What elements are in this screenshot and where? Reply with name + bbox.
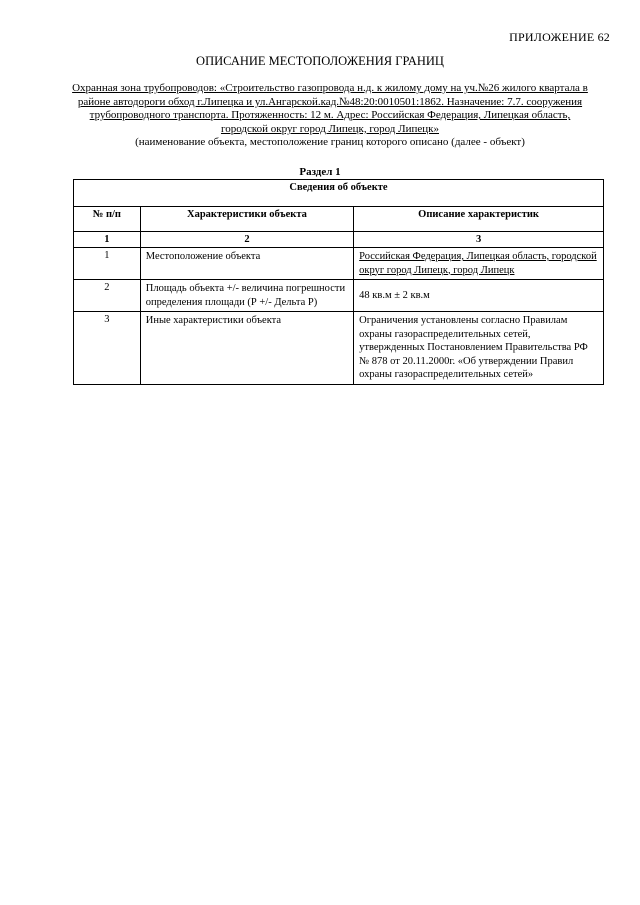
- column-number: 1: [74, 232, 141, 248]
- appendix-number: ПРИЛОЖЕНИЕ 62: [509, 30, 610, 44]
- table-row: [74, 312, 604, 385]
- table-header-row: [74, 207, 604, 232]
- row-characteristic: Местоположение объекта: [140, 248, 353, 280]
- column-header-characteristic: Характеристики объекта: [140, 207, 353, 232]
- column-header-num: № п/п: [74, 207, 141, 232]
- table-row: [74, 248, 604, 280]
- table-caption-row: [74, 180, 604, 207]
- row-characteristic: Площадь объекта +/- величина погрешности определения площади (Р +/- Дельта Р): [140, 280, 353, 312]
- object-description-caption: (наименование объекта, местоположение границ которого описано (далее - объект): [135, 136, 525, 149]
- row-number: 1: [74, 248, 141, 280]
- row-description: [354, 248, 604, 280]
- row-description: 48 кв.м ± 2 кв.м: [354, 280, 604, 312]
- row-description-text: Российская Федерация, Липецкая область, городской округ город Липецк, город Липецк: [359, 251, 597, 276]
- row-description: Ограничения установлены согласно Правилам охраны газораспределительных сетей, утвержденных Постановлением Правительства РФ № 878 от 20.11.2000г. «Об утверждении Правил охраны газораспределительных сетей»: [354, 312, 604, 385]
- column-number: 3: [354, 232, 604, 248]
- table-row: [74, 280, 604, 312]
- row-number: 2: [74, 280, 141, 312]
- table-caption: Сведения об объекте: [74, 180, 604, 207]
- column-number-row: [74, 232, 604, 248]
- object-description-block: [70, 82, 590, 150]
- section-label: Раздел 1: [299, 166, 341, 178]
- object-description-text: Охранная зона трубопроводов: «Строительство газопровода н.д. к жилому дому на уч.№26 жилого квартала в районе автодороги обход г.Липецка и ул.Ангарской.кад.№48:20:0010501:1862. Назначение: 7.7. сооружения трубопроводного транспорта. Протяженность: 12 м. Адрес: Российская Федерация, Липецкая область, городской округ город Липецк, город Липецк»: [72, 82, 588, 135]
- column-number: 2: [140, 232, 353, 248]
- column-header-description: Описание характеристик: [354, 207, 604, 232]
- row-number: 3: [74, 312, 141, 385]
- object-info-table: [73, 179, 604, 385]
- row-characteristic: Иные характеристики объекта: [140, 312, 353, 385]
- document-title: ОПИСАНИЕ МЕСТОПОЛОЖЕНИЯ ГРАНИЦ: [196, 54, 444, 68]
